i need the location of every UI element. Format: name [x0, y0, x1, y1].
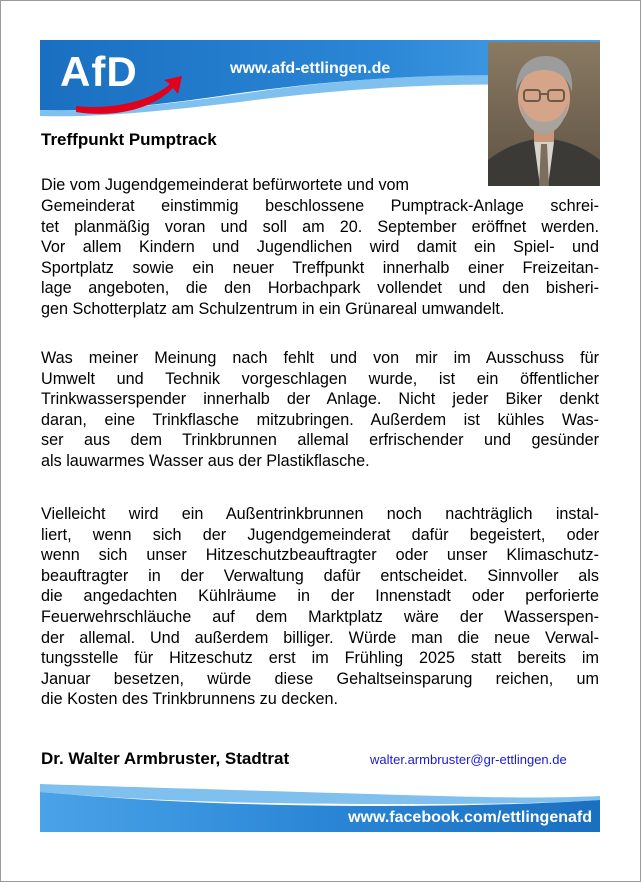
author-portrait: [488, 42, 600, 186]
afd-logo: AfD: [60, 48, 138, 95]
article-paragraph-2: [41, 348, 599, 472]
paragraph-line: Was meiner Meinung nach fehlt und von mir im Ausschuss für: [41, 349, 599, 367]
paragraph-line: lage angeboten, die den Horbachpark vollendet und den bisheri-: [41, 279, 599, 298]
paragraph-line: Januar besetzen, würde diese Gehaltseinsparung reichen, um: [41, 669, 599, 688]
paragraph-line: liert, wenn sich der Jugendgemeinderat dafür begeistert, oder: [41, 525, 599, 544]
website-link[interactable]: www.afd-ettlingen.de: [230, 60, 391, 77]
paragraph-line: Vielleicht wird ein Außentrinkbrunnen noch nachträglich instal-: [41, 505, 599, 523]
paragraph-line: ser aus dem Trinkbrunnen allemal erfrischender und gesünder: [41, 431, 599, 450]
paragraph-line: die angedachten Kühlräume in der Innenstadt oder perforierte: [41, 587, 599, 606]
paragraph-line: Feuerwehrschläuche auf dem Marktplatz wäre der Wasserspen-: [41, 607, 599, 626]
article-paragraph-3: [41, 504, 599, 710]
article-paragraph-1: [41, 196, 599, 320]
author-email-link[interactable]: walter.armbruster@gr-ettlingen.de: [370, 752, 567, 767]
paragraph-line: Die vom Jugendgemeinderat befürwortete und vom: [41, 176, 410, 194]
paragraph-line: Gemeinderat einstimmig beschlossene Pumptrack-Anlage schrei-: [41, 197, 599, 215]
paragraph-line: Sportplatz sowie ein neuer Treffpunkt innerhalb einer Freizeitan-: [41, 258, 599, 277]
paragraph-line: tungsstelle für Hitzeschutz erst im Frühling 2025 statt bereits im: [41, 649, 599, 668]
paragraph-line: Umwelt und Technik vorgeschlagen wurde, ist ein öffentlicher: [41, 369, 599, 388]
paragraph-line: wenn sich unser Hitzeschutzbeauftragter oder unser Klimaschutz-: [41, 546, 599, 565]
paragraph-line: als lauwarmes Wasser aus der Plastikflasche.: [41, 451, 370, 470]
facebook-link[interactable]: www.facebook.com/ettlingenafd: [348, 809, 592, 826]
author-signature: Dr. Walter Armbruster, Stadtrat: [41, 749, 290, 768]
paragraph-line: der allemal. Und außerdem billiger. Würde man die neue Verwal-: [41, 628, 599, 647]
paragraph-line: tet planmäßig voran und soll am 20. September eröffnet werden.: [41, 217, 599, 236]
paragraph-line: Vor allem Kindern und Jugendlichen wird damit ein Spiel- und: [41, 238, 599, 257]
article-headline: Treffpunkt Pumptrack: [41, 130, 217, 149]
footer-banner: [40, 784, 600, 832]
article-paragraph-1-first-line: [41, 175, 474, 196]
paragraph-line: gen Schotterplatz am Schulzentrum in ein Grünareal umwandelt.: [41, 299, 505, 318]
paragraph-line: beauftragter in der Verwaltung dafür entscheidet. Sinnvoller als: [41, 566, 599, 585]
paragraph-line: Trinkwasserspender innerhalb der Anlage. Nicht jeder Biker denkt: [41, 390, 599, 409]
paragraph-line: daran, eine Trinkflasche mitzubringen. Außerdem ist kühles Was-: [41, 410, 599, 429]
paragraph-line: die Kosten des Trinkbrunnens zu decken.: [41, 690, 338, 709]
